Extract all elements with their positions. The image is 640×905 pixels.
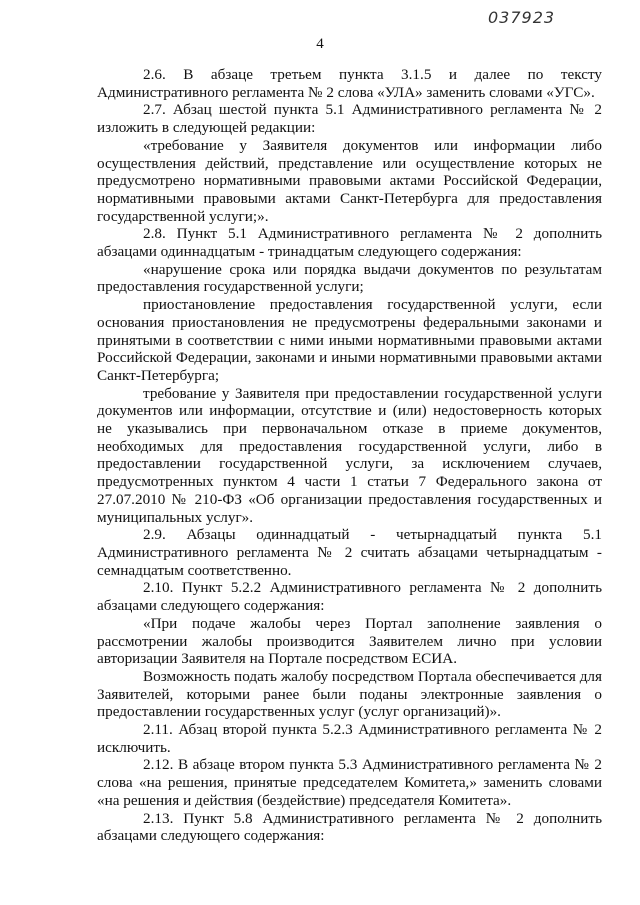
quoted-text-2-8-b: приостановление предоставления государственной услуги, если основания приостановления не предусмотрены федеральными законами и принятыми в соответствии с ними иными нормативными правовыми актами Российской Федерации, законами и иными нормативными правовыми актами Санкт-Петербурга; — [97, 296, 602, 384]
paragraph-2-6: 2.6. В абзаце третьем пункта 3.1.5 и далее по тексту Административного регламента № 2 слова «УЛА» заменить словами «УГС». — [97, 66, 602, 101]
quoted-text-2-10-a: «При подаче жалобы через Портал заполнение заявления о рассмотрении жалобы производится Заявителем лично при условии авторизации Заявителя на Портале посредством ЕСИА. — [97, 614, 602, 668]
paragraph-2-10: 2.10. Пункт 5.2.2 Административного регламента № 2 дополнить абзацами следующего содержания: — [97, 579, 602, 615]
paragraph-2-12: 2.12. В абзаце втором пункта 5.3 Административного регламента № 2 слова «на решения, принятые председателем Комитета,» заменить словами «на решения и действия (бездействие) председателя Комитета». — [97, 756, 602, 809]
paragraph-2-7: 2.7. Абзац шестой пункта 5.1 Административного регламента № 2 изложить в следующей редакции: — [97, 101, 602, 137]
paragraph-2-8: 2.8. Пункт 5.1 Административного регламента № 2 дополнить абзацами одиннадцатым - тринадцатым следующего содержания: — [97, 225, 602, 261]
paragraph-2-11: 2.11. Абзац второй пункта 5.2.3 Административного регламента № 2 исключить. — [97, 721, 602, 756]
quoted-text-2-7: «требование у Заявителя документов или информации либо осуществления действий, представление или осуществление которых не предусмотрено нормативными правовыми актами Российской Федерации, нормативными правовыми актами Санкт-Петербурга для предоставления государственной услуги;». — [97, 136, 602, 225]
quoted-text-2-10-b: Возможность подать жалобу посредством Портала обеспечивается для Заявителей, которыми ранее были поданы электронные заявления о предоставлении государственных услуг (услуг организаций)». — [97, 667, 602, 721]
quoted-text-2-8-c: требование у Заявителя при предоставлении государственной услуги документов или информации, отсутствие и (или) недостоверность которых не указывались при первоначальном отказе в приеме документов, необходимых для предоставления государственной услуги, либо в предоставлении государственной услуги, за исключением случаев, предусмотренных пунктом 4 части 1 статьи 7 Федерального закона от 27.07.2010 № 210-ФЗ «Об организации предоставления государственных и муниципальных услуг». — [97, 384, 602, 526]
paragraph-2-9: 2.9. Абзацы одиннадцатый - четырнадцатый пункта 5.1 Административного регламента № 2 считать абзацами четырнадцатым - семнадцатым соответственно. — [97, 526, 602, 579]
document-body — [97, 66, 602, 845]
paragraph-2-13: 2.13. Пункт 5.8 Административного регламента № 2 дополнить абзацами следующего содержания: — [97, 809, 602, 845]
page-number: 4 — [316, 36, 324, 52]
registration-number-stamp: 037923 — [488, 8, 556, 27]
quoted-text-2-8-a: «нарушение срока или порядка выдачи документов по результатам предоставления государственной услуги; — [97, 260, 602, 296]
